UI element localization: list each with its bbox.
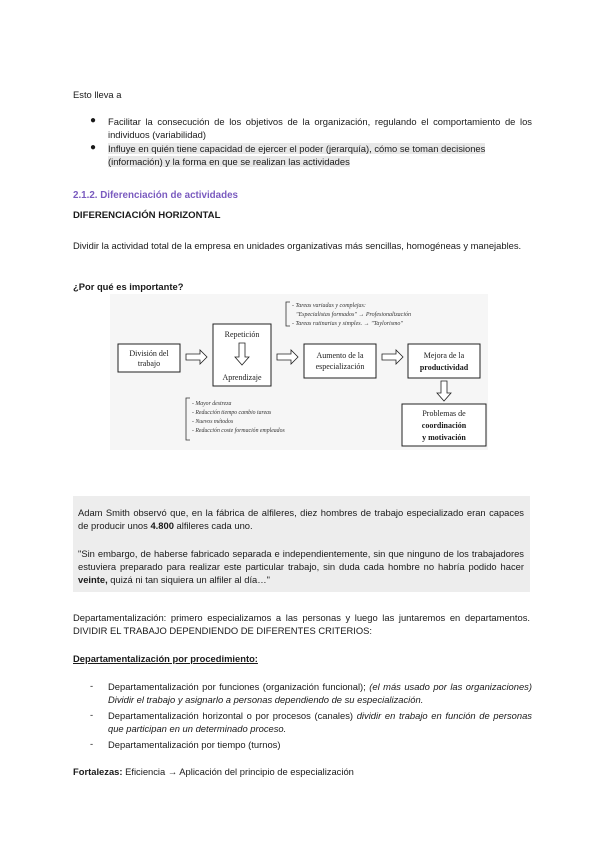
bullet-text: Facilitar la consecución de los objetivos de la organización, regulando el comportamiento de los individuos (variabilidad) [108, 116, 532, 140]
notes-bottom-line: - Mayor destreza [192, 401, 232, 407]
quote-text: Adam Smith observó que, en la fábrica de alfileres, diez hombres de trabajo especializado eran capaces de producir unos [78, 507, 524, 531]
quote-bold: 4.800 [150, 520, 174, 531]
dept-heading: Departamentalización por procedimiento: [73, 653, 258, 664]
quote-text: quizá ni tan siquiera un alfiler al día…" [107, 574, 270, 585]
strengths-text: Eficiencia → Aplicación del principio de especialización [122, 766, 354, 777]
definition-text: Dividir la actividad total de la empresa en unidades organizativas más sencillas, homogéneas y manejables. [73, 240, 522, 251]
dash-marker: - [90, 738, 94, 749]
quote-bold: veinte, [78, 574, 108, 585]
dash-marker: - [90, 709, 94, 720]
item-text: Departamentalización horizontal o por procesos (canales) [108, 710, 357, 721]
intro-text: Esto lleva a [73, 89, 122, 100]
section-heading: 2.1.2. Diferenciación de actividades [73, 190, 238, 201]
box-aumento-especializacion [304, 344, 376, 378]
quote-paragraph-2 [78, 547, 524, 586]
notes-bottom-line: - Reducción tiempo cambio tareas [192, 410, 272, 416]
quote-text: alfileres cada uno. [173, 520, 253, 531]
box4-line: productividad [419, 363, 469, 372]
bullet-item-highlighted [92, 142, 532, 168]
box4-line: Mejora de la [423, 351, 465, 360]
item-text: Departamentalización por tiempo (turnos) [108, 739, 281, 750]
notes-top-line: "Especialistas formados" → Profesionalización [296, 312, 411, 318]
dept-paragraph: Departamentalización: primero especializamos a las personas y luego las juntaremos en departamentos. DIVIDIR EL TRABAJO DEPENDIENDO DE DIFERENTES CRITERIOS: [73, 612, 530, 636]
strengths-label: Fortalezas: [73, 766, 123, 777]
item-italic: dividir en trabajo en función de personas que participan en un determinado proceso. [108, 710, 532, 734]
box1-line: División del [129, 349, 169, 358]
notes-bottom-line: - Nuevos métodos [192, 419, 234, 425]
box2-bottom: Aprendizaje [222, 373, 262, 382]
box-mejora-productividad [408, 344, 480, 378]
notes-top-line: - Tareas rutinarias y simples. → "Taylorismo" [292, 321, 403, 327]
item-text: Departamentalización por funciones (organización funcional); [108, 681, 370, 692]
box1-line: trabajo [137, 359, 161, 368]
dept-list-item [92, 680, 532, 706]
bullet-icon: ● [90, 142, 97, 153]
box3-line: especialización [315, 362, 365, 371]
why-heading: ¿Por qué es importante? [73, 281, 184, 292]
bullet-text: Influye en quién tiene capacidad de ejercer el poder (jerarquía), cómo se toman decisiones (información) y la forma en que se realizan las actividades [108, 143, 486, 167]
subheading: DIFERENCIACIÓN HORIZONTAL [73, 210, 221, 221]
item-italic: (el más usado por las organizaciones) Dividir el trabajo y asignarlo a personas dependiendo de su especialización. [108, 681, 532, 705]
quote-paragraph-1 [78, 506, 524, 532]
box5-line: coordinación [421, 421, 467, 430]
strengths-line [73, 765, 354, 778]
quote-box [73, 496, 530, 592]
box3-line: Aumento de la [316, 351, 364, 360]
box5-line: Problemas de [422, 409, 466, 418]
dept-list-item [92, 709, 532, 735]
dept-list-item [92, 738, 532, 751]
notes-bottom-line: - Reducción coste formación empleados [192, 428, 285, 434]
bullet-item [92, 115, 532, 141]
box5-line: y motivación [422, 433, 466, 442]
dash-marker: - [90, 680, 94, 691]
bullet-icon: ● [90, 115, 97, 126]
quote-text: "Sin embargo, de haberse fabricado separada e independientemente, sin que ninguno de los trabajadores estuviera preparado para realizar este particular trabajo, sin duda cada hombre no habría podido hacer [78, 548, 524, 572]
specialization-diagram [110, 294, 488, 450]
notes-top-line: - Tareas variadas y complejas: [292, 303, 366, 309]
box2-top: Repetición [224, 330, 260, 339]
